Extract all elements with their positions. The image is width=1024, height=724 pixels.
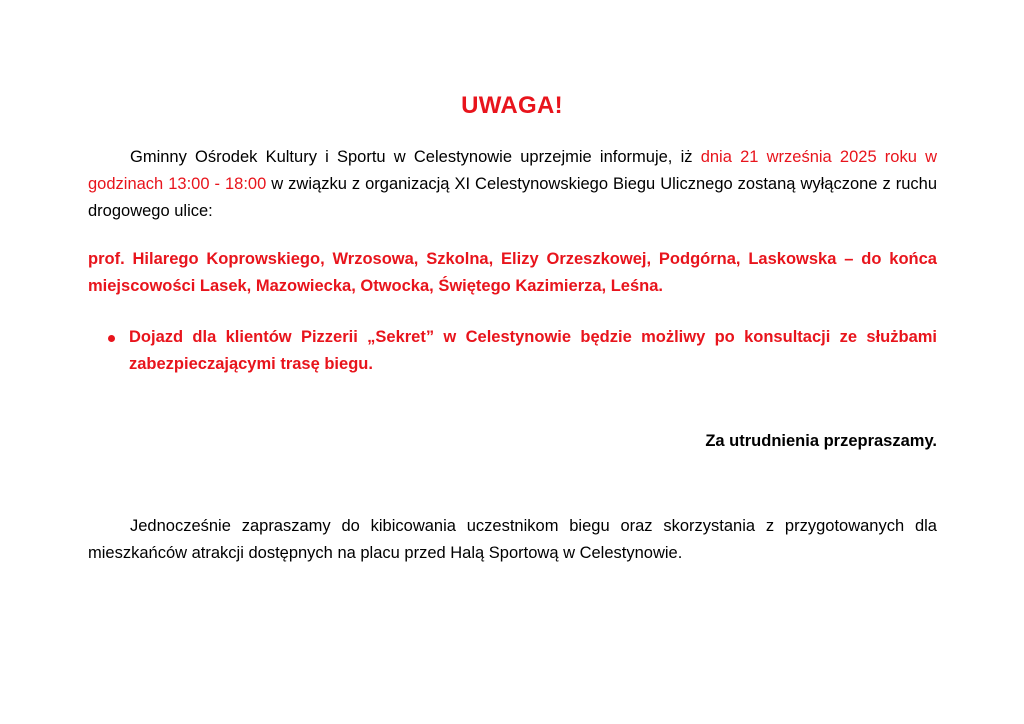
intro-text-part1: Gminny Ośrodek Kultury i Sportu w Celestynowie uprzejmie informuje, bbox=[130, 148, 673, 166]
closure-date-time: dnia 21 września 2025 roku w godzinach 13:00 - 18:00 bbox=[88, 148, 938, 193]
access-note-bullet bbox=[104, 324, 937, 378]
invitation-paragraph: Jednocześnie zapraszamy do kibicowania uczestnikom biegu oraz skorzystania z przygotowanych dla mieszkańców atrakcji dostępnych na placu przed Halą Sportową w Celestynowie. bbox=[88, 517, 937, 562]
access-note-text: Dojazd dla klientów Pizzerii „Sekret” w Celestynowie będzie możliwy po konsultacji ze służbami zabezpieczającymi trasę biegu. bbox=[129, 328, 937, 373]
intro-text-part2: iż bbox=[680, 148, 701, 166]
apology-text: Za utrudnienia przepraszamy. bbox=[705, 432, 937, 450]
closed-streets-list: prof. Hilarego Koprowskiego, Wrzosowa, Szkolna, Elizy Orzeszkowej, Podgórna, Laskowska – do końca miejscowości Lasek, Mazowiecka, Otwocka, Świętego Kazimierza, Leśna. bbox=[88, 250, 937, 295]
notice-title: UWAGA! bbox=[461, 92, 563, 119]
intro-text-part3: w związku z organizacją XI Celestynowskiego Biegu Ulicznego zostaną wyłączone z ruchu drogowego ulice: bbox=[88, 175, 937, 220]
intro-paragraph bbox=[88, 144, 937, 225]
bullet-icon bbox=[108, 335, 115, 342]
